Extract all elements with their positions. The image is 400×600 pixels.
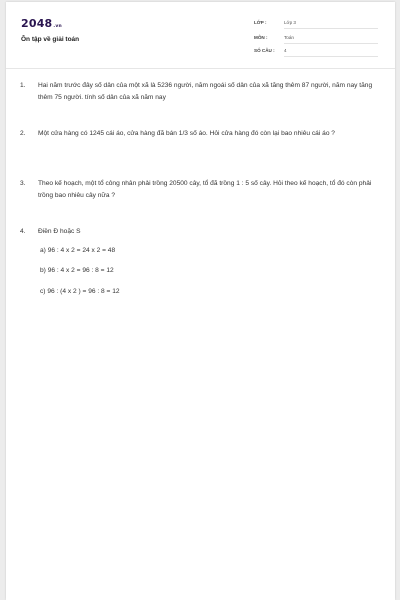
question-number: 4. <box>20 228 26 235</box>
site-logo[interactable] <box>21 17 62 30</box>
question-number: 3. <box>20 180 26 187</box>
meta-subject-row <box>254 35 378 47</box>
question-text: Điền Đ hoặc S <box>38 228 81 235</box>
logo-number: 2048 <box>21 17 53 30</box>
worksheet-title: Ôn tập về giải toán <box>21 36 80 43</box>
question-2 <box>20 128 370 154</box>
meta-class-value: Lớp 3 <box>284 20 378 29</box>
worksheet-page <box>6 2 395 600</box>
question-text: Hai năm trước đây số dân của một xã là 5236 người, năm ngoái số dân của xã tăng thêm 87 người, năm nay tăng thêm 75 người. tính số dân của xã năm nay <box>38 82 373 101</box>
header-divider <box>6 68 395 69</box>
question-3 <box>20 178 370 204</box>
question-text: Theo kế hoạch, một tổ công nhân phải trồng 20500 cây, tổ đã trồng 1 : 5 số cây. Hỏi theo kế hoạch, tổ đó còn phải trồng bao nhiêu cây nữa ? <box>38 180 372 199</box>
question-4 <box>20 226 370 240</box>
meta-subject-value: Toán <box>284 35 378 44</box>
meta-subject-label: MÔN : <box>254 35 268 40</box>
question-number: 1. <box>20 82 26 89</box>
meta-class-row <box>254 20 378 32</box>
meta-count-row <box>254 48 378 60</box>
meta-count-value: 4 <box>284 48 378 57</box>
answer-option-b: b) 96 : 4 x 2 = 96 : 8 = 12 <box>40 267 114 274</box>
logo-domain: .vn <box>53 24 62 29</box>
answer-option-a: a) 96 : 4 x 2 = 24 x 2 = 48 <box>40 247 116 254</box>
question-text: Một cửa hàng có 1245 cái áo, cửa hàng đã bán 1/3 số áo. Hỏi cửa hàng đó còn lại bao nhiêu cái áo ? <box>38 130 335 137</box>
question-1 <box>20 80 373 106</box>
meta-count-label: SỐ CÂU : <box>254 48 275 53</box>
question-number: 2. <box>20 130 26 137</box>
meta-class-label: LỚP : <box>254 20 267 25</box>
worksheet-header <box>6 2 395 68</box>
answer-option-c: c) 96 : (4 x 2 ) = 96 : 8 = 12 <box>40 288 120 295</box>
